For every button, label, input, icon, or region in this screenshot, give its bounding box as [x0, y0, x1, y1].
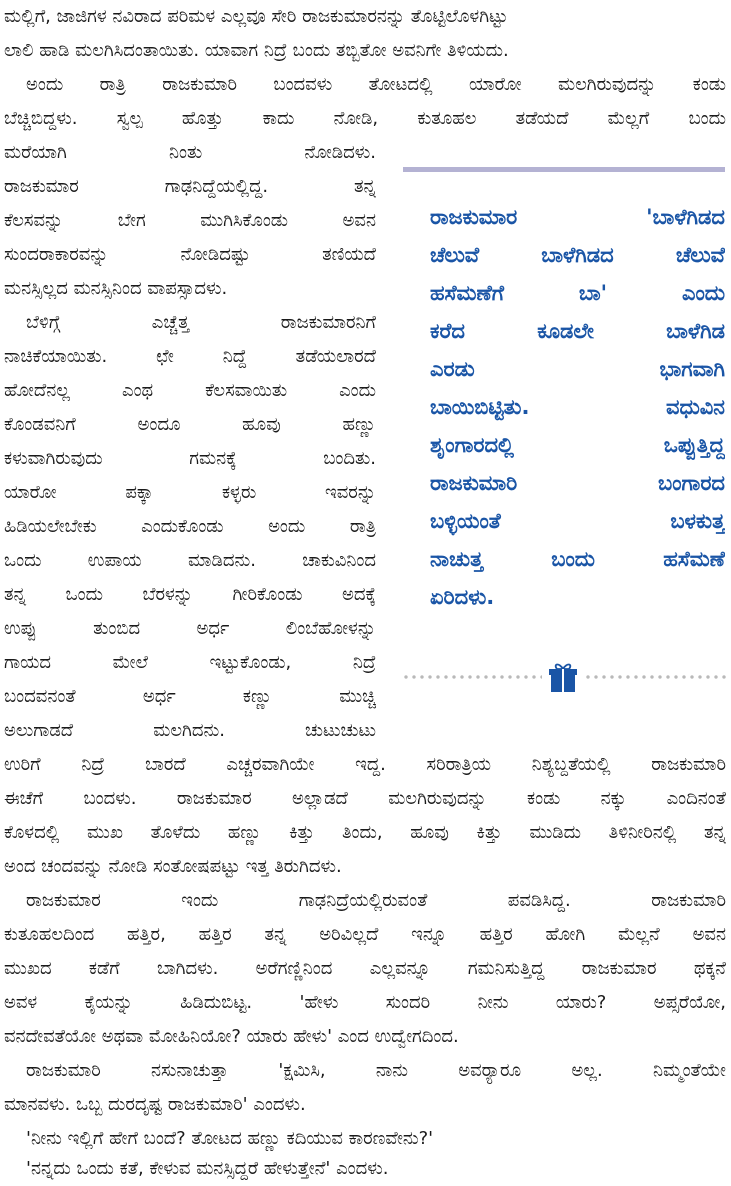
dotted-divider-left: [402, 674, 542, 680]
pull-quote-line: ಶೃಂಗಾರದಲ್ಲಿ ಒಪ್ಪುತ್ತಿದ್ದ: [430, 433, 725, 457]
body-line: ಹೋದೆನಲ್ಲ ಎಂಥ ಕೆಲಸವಾಯಿತು ಎಂದು: [4, 380, 376, 401]
pull-quote-line: ಕರೆದ ಕೂಡಲೇ ಬಾಳೆಗಿಡ: [430, 319, 725, 343]
body-line: ಅಂದು ರಾತ್ರಿ ರಾಜಕುಮಾರಿ ಬಂದವಳು ತೋಟದಲ್ಲಿ ಯಾರೋ ಮಲಗಿರುವುದನ್ನು ಕಂಡು: [26, 74, 726, 95]
pull-quote-line: ರಾಜಕುಮಾರಿ ಬಂಗಾರದ: [430, 471, 725, 495]
body-line: ಈಚೆಗೆ ಬಂದಳು. ರಾಜಕುಮಾರ ಅಲ್ಲಾಡದೆ ಮಲಗಿರುವುದನ್ನು ಕಂಡು ನಕ್ಕು ಎಂದಿನಂತೆ: [4, 788, 726, 809]
body-line: ರಾಜಕುಮಾರ ಗಾಢನಿದ್ದೆಯಲ್ಲಿದ್ದ. ತನ್ನ: [4, 176, 376, 197]
dotted-divider-right: [584, 674, 726, 680]
pull-quote-line: ಏರಿದಳು.: [430, 585, 495, 609]
body-line: ನಾಚಿಕೆಯಾಯಿತು. ಛೇ ನಿದ್ದೆ ತಡೆಯಲಾರದೆ: [4, 346, 376, 367]
body-line: ಕೊಂಡವನಿಗೆ ಅಂದೂ ಹೂವು ಹಣ್ಣು: [4, 414, 376, 435]
pull-quote-line: ಚೆಲುವೆ ಬಾಳೆಗಿಡದ ಚೆಲುವೆ: [430, 243, 725, 267]
body-line: ತನ್ನ ಒಂದು ಬೆರಳನ್ನು ಗೀರಿಕೊಂಡು ಅದಕ್ಕೆ: [4, 584, 376, 605]
body-line: ಉಪ್ಪು ತುಂಬಿದ ಅರ್ಧ ಲಿಂಬೆಹೋಳನ್ನು: [4, 618, 376, 639]
body-line: 'ನೀನು ಇಲ್ಲಿಗೆ ಹೇಗೆ ಬಂದೆ? ತೋಟದ ಹಣ್ಣು ಕದಿಯುವ ಕಾರಣವೇನು?': [26, 1128, 434, 1149]
body-line: ಬೆಳಿಗ್ಗೆ ಎಚ್ಚೆತ್ತ ರಾಜಕುಮಾರನಿಗೆ: [26, 312, 376, 333]
body-line: ಅಂದ ಚಂದವನ್ನು ನೋಡಿ ಸಂತೋಷಪಟ್ಟು ಇತ್ತ ತಿರುಗಿದಳು.: [4, 856, 342, 877]
body-line: 'ನನ್ನದು ಒಂದು ಕತೆ, ಕೇಳುವ ಮನಸ್ಸಿದ್ದರೆ ಹೇಳುತ್ತೇನೆ' ಎಂದಳು.: [26, 1158, 389, 1179]
body-line: ಮಾನವಳು. ಒಬ್ಬ ದುರದೃಷ್ಟ ರಾಜಕುಮಾರಿ' ಎಂದಳು.: [4, 1094, 306, 1115]
pull-quote-rule: [403, 167, 725, 172]
body-line: ಬೆಚ್ಚಿಬಿದ್ದಳು. ಸ್ವಲ್ಪ ಹೊತ್ತು ಕಾದು ನೋಡಿ, ಕುತೂಹಲ ತಡೆಯದೆ ಮೆಲ್ಲಗೆ ಬಂದು: [4, 108, 726, 129]
pull-quote-line: ರಾಜಕುಮಾರ 'ಬಾಳೆಗಿಡದ: [430, 205, 725, 229]
body-line: ಮಲ್ಲಿಗೆ, ಜಾಜಿಗಳ ನವಿರಾದ ಪರಿಮಳ ಎಲ್ಲವೂ ಸೇರಿ ರಾಜಕುಮಾರನನ್ನು ತೊಟ್ಟಿಲೊಳಗಿಟ್ಟು: [4, 6, 508, 27]
body-line: ಲಾಲಿ ಹಾಡಿ ಮಲಗಿಸಿದಂತಾಯಿತು. ಯಾವಾಗ ನಿದ್ರೆ ಬಂದು ತಬ್ಬಿತೋ ಅವನಿಗೇ ತಿಳಿಯದು.: [4, 40, 509, 61]
body-line: ಕೆಲಸವನ್ನು ಬೇಗ ಮುಗಿಸಿಕೊಂಡು ಅವನ: [4, 210, 376, 231]
body-line: ಬಂದವನಂತೆ ಅರ್ಧ ಕಣ್ಣು ಮುಚ್ಚಿ: [4, 686, 376, 707]
gift-box-icon: [546, 660, 580, 694]
body-line: ಒಂದು ಉಪಾಯ ಮಾಡಿದನು. ಚಾಕುವಿನಿಂದ: [4, 550, 376, 571]
body-line: ಹಿಡಿಯಲೇಬೇಕು ಎಂದುಕೊಂಡು ಅಂದು ರಾತ್ರಿ: [4, 516, 376, 537]
pull-quote-line: ಎರಡು ಭಾಗವಾಗಿ: [430, 357, 725, 381]
body-line: ರಾಜಕುಮಾರಿ ನಸುನಾಚುತ್ತಾ 'ಕ್ಷಮಿಸಿ, ನಾನು ಅವರ್‍ಯಾರೂ ಅಲ್ಲ. ನಿಮ್ಮಂತೆಯೇ: [26, 1060, 726, 1081]
body-line: ಉರಿಗೆ ನಿದ್ರೆ ಬಾರದೆ ಎಚ್ಚರವಾಗಿಯೇ ಇದ್ದ. ಸರಿರಾತ್ರಿಯ ನಿಶ್ಯಬ್ದತೆಯಲ್ಲಿ ರಾಜಕುಮಾರಿ: [4, 754, 726, 775]
pull-quote-line: ಹಸೆಮಣೆಗೆ ಬಾ' ಎಂದು: [430, 281, 725, 305]
pull-quote-line: ಬಳ್ಳಿಯಂತೆ ಬಳಕುತ್ತ: [430, 509, 725, 533]
body-line: ಅಲುಗಾಡದೆ ಮಲಗಿದನು. ಚುಟುಚುಟು: [4, 720, 376, 741]
body-line: ವನದೇವತೆಯೋ ಅಥವಾ ಮೋಹಿನಿಯೋ? ಯಾರು ಹೇಳು' ಎಂದ ಉದ್ವೇಗದಿಂದ.: [4, 1026, 459, 1047]
body-line: ಅವಳ ಕೈಯನ್ನು ಹಿಡಿದುಬಿಟ್ಟ. 'ಹೇಳು ಸುಂದರಿ ನೀನು ಯಾರು? ಅಪ್ಸರೆಯೋ,: [4, 992, 726, 1013]
body-line: ಮರೆಯಾಗಿ ನಿಂತು ನೋಡಿದಳು.: [4, 142, 376, 163]
body-line: ಕಳುವಾಗಿರುವುದು ಗಮನಕ್ಕೆ ಬಂದಿತು.: [4, 448, 376, 469]
body-line: ಕುತೂಹಲದಿಂದ ಹತ್ತಿರ, ಹತ್ತಿರ ತನ್ನ ಅರಿವಿಲ್ಲದೆ ಇನ್ನೂ ಹತ್ತಿರ ಹೋಗಿ ಮೆಲ್ಲನೆ ಅವನ: [4, 924, 726, 945]
body-line: ಗಾಯದ ಮೇಲೆ ಇಟ್ಟುಕೊಂಡು, ನಿದ್ರೆ: [4, 652, 376, 673]
body-line: ಸುಂದರಾಕಾರವನ್ನು ನೋಡಿದಷ್ಟು ತಣಿಯದೆ: [4, 244, 376, 265]
body-line: ಮುಖದ ಕಡೆಗೆ ಬಾಗಿದಳು. ಅರೆಗಣ್ಣಿನಿಂದ ಎಲ್ಲವನ್ನೂ ಗಮನಿಸುತ್ತಿದ್ದ ರಾಜಕುಮಾರ ಥಕ್ಕನೆ: [4, 958, 726, 979]
body-line: ಕೊಳದಲ್ಲಿ ಮುಖ ತೊಳೆದು ಹಣ್ಣು ಕಿತ್ತು ತಿಂದು, ಹೂವು ಕಿತ್ತು ಮುಡಿದು ತಿಳಿನೀರಿನಲ್ಲಿ ತನ್ನ: [4, 822, 726, 843]
pull-quote-line: ನಾಚುತ್ತ ಬಂದು ಹಸೆಮಣೆ: [430, 547, 725, 571]
body-line: ಯಾರೋ ಪಕ್ಕಾ ಕಳ್ಳರು ಇವರನ್ನು: [4, 482, 376, 503]
body-line: ಮನಸ್ಸಿಲ್ಲದ ಮನಸ್ಸಿನಿಂದ ವಾಪಸ್ಸಾದಳು.: [4, 278, 228, 299]
body-line: ರಾಜಕುಮಾರ ಇಂದು ಗಾಢನಿದ್ರೆಯಲ್ಲಿರುವಂತೆ ಪವಡಿಸಿದ್ದ. ರಾಜಕುಮಾರಿ: [26, 890, 726, 911]
pull-quote-line: ಬಾಯಿಬಿಟ್ಟಿತು. ವಧುವಿನ: [430, 395, 725, 419]
